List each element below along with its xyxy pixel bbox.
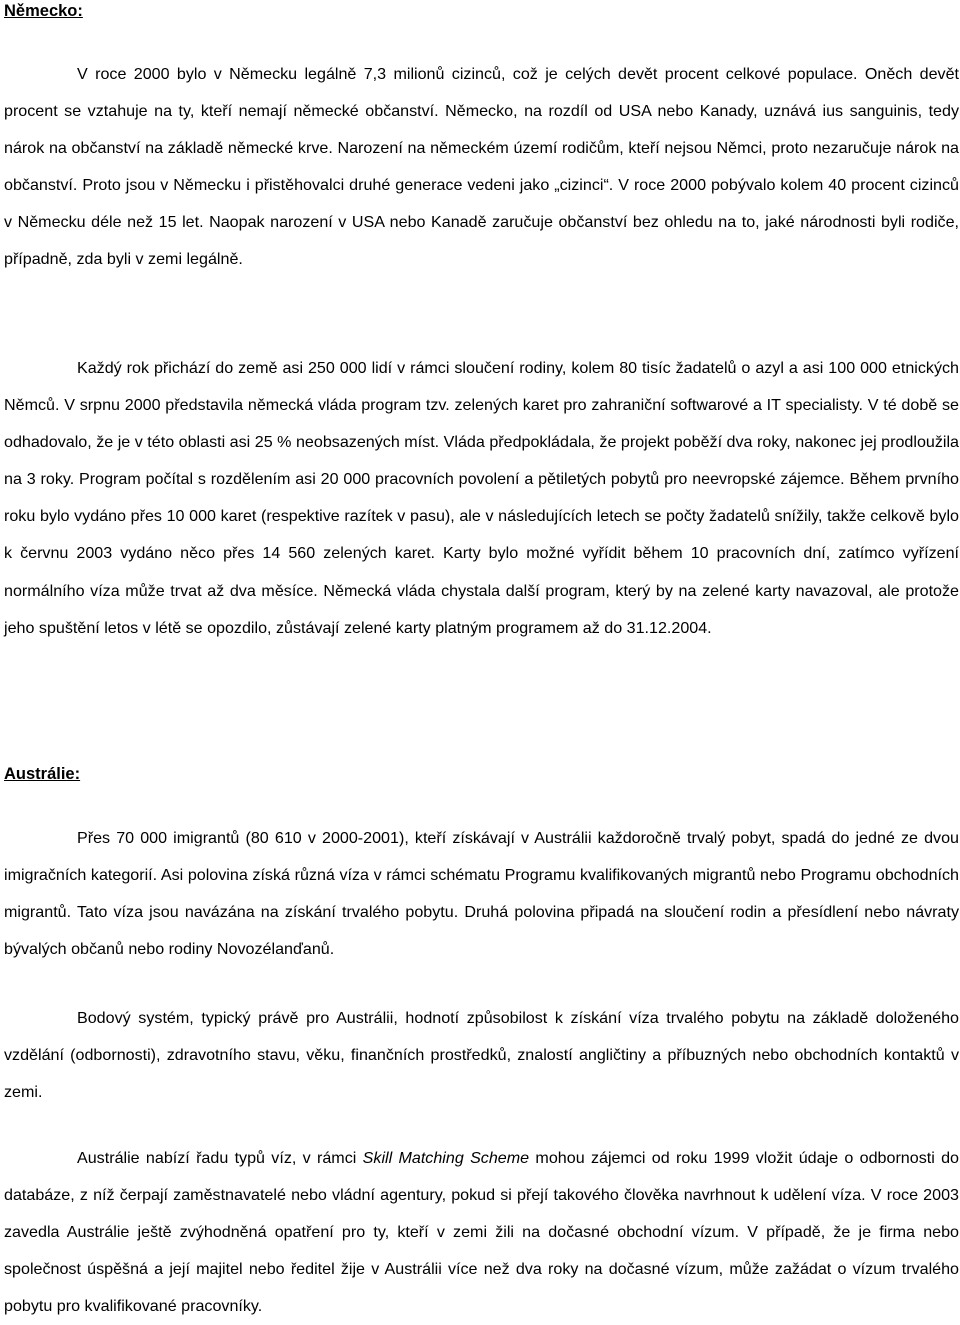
heading-germany: Německo: xyxy=(4,2,83,20)
skill-matching-scheme-term: Skill Matching Scheme xyxy=(362,1149,530,1167)
paragraph-germany-foreigners: V roce 2000 bylo v Německu legálně 7,3 milionů cizinců, což je celých devět procent celkové populace. Oněch devět procent se vztahuje na ty, kteří nemají německé občanství. Německo, na rozdíl od USA nebo Kanady, uznává ius sanguinis, tedy nárok na občanství na základě německé krve. Narození na německém území rodičům, kteří nejsou Němci, proto nezaručuje nárok na občanství. Proto jsou v Německu i přistěhovalci druhé generace vedeni jako „cizinci“. V roce 2000 pobývalo kolem 40 procent cizinců v Německu déle než 15 let. Naopak narození v USA nebo Kanadě zaručuje občanství bez ohledu na to, jaké národnosti byli rodiče, případně, zda byli v zemi legálně. xyxy=(4,65,959,269)
paragraph-australia-points-system: Bodový systém, typický právě pro Austrálii, hodnotí způsobilost k získání víza trvalého pobytu na základě doloženého vzdělání (odbornosti), zdravotního stavu, věku, finančních prostředků, znalostí angličtiny a příbuzných nebo obchodních kontaktů v zemi. xyxy=(4,1009,959,1102)
paragraph-australia-immigrants: Přes 70 000 imigrantů (80 610 v 2000-2001), kteří získávají v Austrálii každoročně trvalý pobyt, spadá do jedné ze dvou imigračních kategorií. Asi polovina získá různá víza v rámci schématu Programu kvalifikovaných migrantů nebo Programu obchodních migrantů. Tato víza jsou navázána na získání trvalého pobytu. Druhá polovina připadá na sloučení rodin a přesídlení nebo návraty bývalých občanů nebo rodiny Novozélanďanů. xyxy=(4,829,959,959)
heading-australia: Austrálie: xyxy=(4,765,81,783)
skill-text-before: Austrálie nabízí řadu typů víz, v rámci xyxy=(77,1149,363,1167)
skill-text-after: mohou zájemci od roku 1999 vložit údaje o odbornosti do databáze, z níž čerpají zaměstnavatelé nebo vládní agentury, pokud si přejí takového člověka navrhnout k udělení víza. V roce 2003 zavedla Austrálie ještě zvýhodněná opatření pro ty, kteří v zemi žili na dočasné obchodní vízum. V případě, že je firma nebo společnost úspěšná a její majitel nebo ředitel žije v Austrálii více než dva roky na dočasné vízum, může zažádat o vízum trvalého pobytu pro kvalifikované pracovníky. xyxy=(4,1149,960,1316)
paragraph-germany-green-cards: Každý rok přichází do země asi 250 000 lidí v rámci sloučení rodiny, kolem 80 tisíc žadatelů o azyl a asi 100 000 etnických Němců. V srpnu 2000 představila německá vláda program tzv. zelených karet pro zahraniční softwarové a IT specialisty. V té době se odhadovalo, že je v této oblasti asi 25 % neobsazených míst. Vláda předpokládala, že projekt poběží dva roky, nakonec jej prodloužila na 3 roky. Program počítal s rozdělením asi 20 000 pracovních povolení a pětiletých pobytů pro neevropské zájemce. Během prvního roku bylo vydáno přes 10 000 karet (respektive razítek v pasu), ale v následujících letech se počty žadatelů snížily, takže celkově bylo k červnu 2003 vydáno něco přes 14 560 zelených karet. Karty bylo možné vyřídit během 10 pracovních dní, zatímco vyřízení normálního víza může trvat až dva měsíce. Německá vláda chystala další program, který by na zelené karty navazoval, ale protože jeho spuštění letos v létě se opozdilo, zůstávají zelené karty platným programem až do 31.12.2004. xyxy=(4,359,959,637)
paragraph-australia-skill-matching xyxy=(4,1140,959,1325)
